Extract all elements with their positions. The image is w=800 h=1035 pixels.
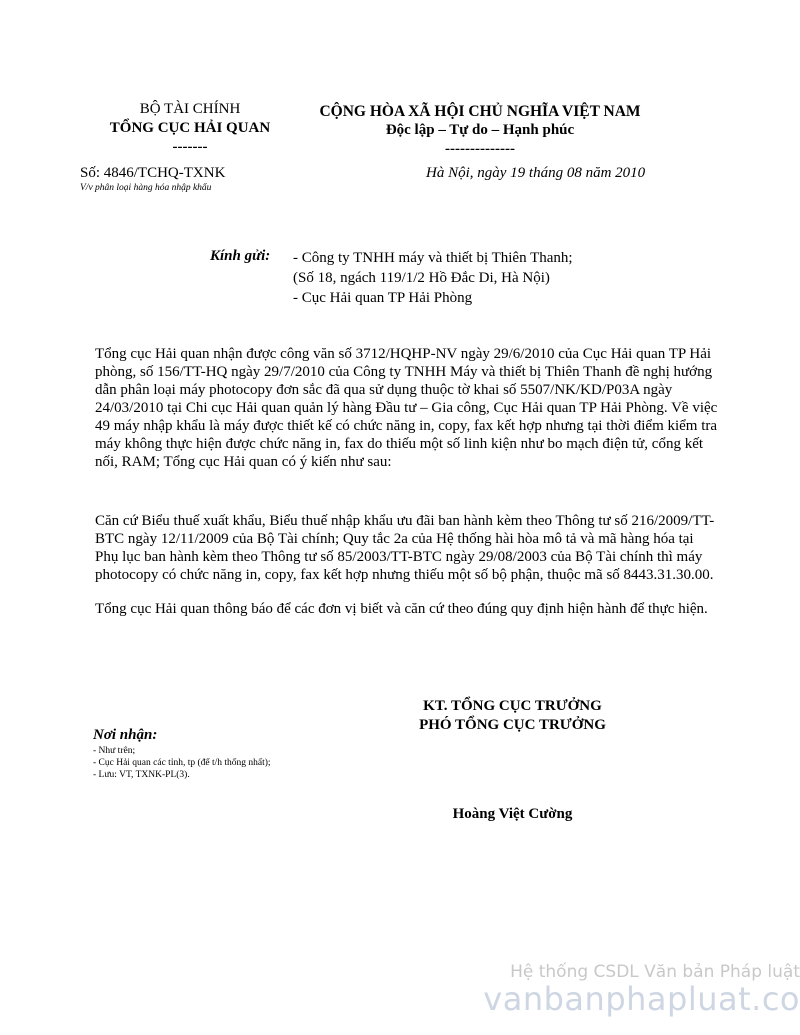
ministry-underline: -------	[172, 139, 208, 155]
recipient-label: Kính gửi:	[210, 248, 271, 264]
body-paragraph-2	[95, 512, 720, 584]
recipient-line: - Công ty TNHH máy và thiết bị Thiên Thanh;	[293, 250, 573, 266]
paragraph-text: Căn cứ Biểu thuế xuất khẩu, Biểu thuế nhập khẩu ưu đãi ban hành kèm theo Thông tư số 216/2009/TT-BTC ngày 12/11/2009 của Bộ Tài chính; Quy tắc 2a của Hệ thống hài hòa mô tả và mã hàng hóa tại Phụ lục ban hành kèm theo Thông tư số 85/2003/TT-BTC ngày 29/08/2003 của Bộ Tài chính thì máy photocopy có chức năng in, copy, fax kết hợp nhưng thiếu một số bộ phận, thuộc mã số 8443.31.30.00.	[95, 513, 715, 583]
recipient-line: (Số 18, ngách 119/1/2 Hồ Đắc Di, Hà Nội)	[293, 270, 550, 286]
ministry-name: BỘ TÀI CHÍNH	[139, 101, 241, 117]
signer-title-2: PHÓ TỔNG CỤC TRƯỞNG	[419, 717, 606, 733]
paragraph-text: Tổng cục Hải quan thông báo để các đơn vị biết và căn cứ theo đúng quy định hiện hành để thực hiện.	[95, 601, 708, 617]
watermark-caption: Hệ thống CSDL Văn bản Pháp luật	[510, 962, 800, 982]
nation-name: CỘNG HÒA XÃ HỘI CHỦ NGHĨA VIỆT NAM	[319, 103, 641, 120]
signer-title-1: KT. TỔNG CỤC TRƯỞNG	[423, 698, 602, 714]
paragraph-text: Tổng cục Hải quan nhận được công văn số 3712/HQHP-NV ngày 29/6/2010 của Cục Hải quan TP Hải phòng, số 156/TT-HQ ngày 29/7/2010 của Công ty TNHH Máy và thiết bị Thiên Thanh đề nghị hướng dẫn phân loại máy photocopy đơn sắc đã qua sử dụng thuộc tờ khai số 5507/NK/KD/P03A ngày 24/03/2010 tại Chi cục Hải quan quản lý hàng Đầu tư – Gia công, Cục Hải quan TP Hải Phòng. Về việc 49 máy nhập khẩu là máy được thiết kế có chức năng in, copy, fax kết hợp nhưng tại thời điểm kiểm tra máy không thực hiện được chức năng in, fax do thiếu một số linh kiện như bo mạch điện tử, cổng kết nối, RAM; Tổng cục Hải quan có ý kiến như sau:	[95, 346, 718, 470]
distribution-label: Nơi nhận:	[93, 727, 158, 743]
recipient-list	[293, 248, 573, 308]
national-header	[295, 102, 665, 159]
distribution-item: - Cục Hải quan các tỉnh, tp (để t/h thống nhất);	[93, 758, 271, 768]
signature-block	[395, 697, 630, 735]
recipient-line: - Cục Hải quan TP Hải Phòng	[293, 290, 473, 306]
distribution-item: - Như trên;	[93, 746, 136, 756]
body-paragraph-3	[95, 600, 720, 618]
document-date: Hà Nội, ngày 19 tháng 08 năm 2010	[426, 165, 646, 181]
motto-underline: --------------	[445, 141, 515, 157]
national-motto: Độc lập – Tự do – Hạnh phúc	[385, 122, 575, 138]
document-subject: V/v phân loại hàng hóa nhập khẩu	[80, 183, 212, 193]
signer-name: Hoàng Việt Cường	[452, 806, 573, 822]
issuing-agency	[80, 100, 300, 157]
department-name: TỔNG CỤC HẢI QUAN	[109, 120, 271, 136]
watermark-site[interactable]: vanbanphapluat.co	[483, 980, 800, 1018]
distribution-list	[93, 745, 271, 781]
distribution-item: - Lưu: VT, TXNK-PL(3).	[93, 770, 190, 780]
body-paragraph-1	[95, 345, 720, 471]
document-number: Số: 4846/TCHQ-TXNK	[80, 165, 226, 181]
